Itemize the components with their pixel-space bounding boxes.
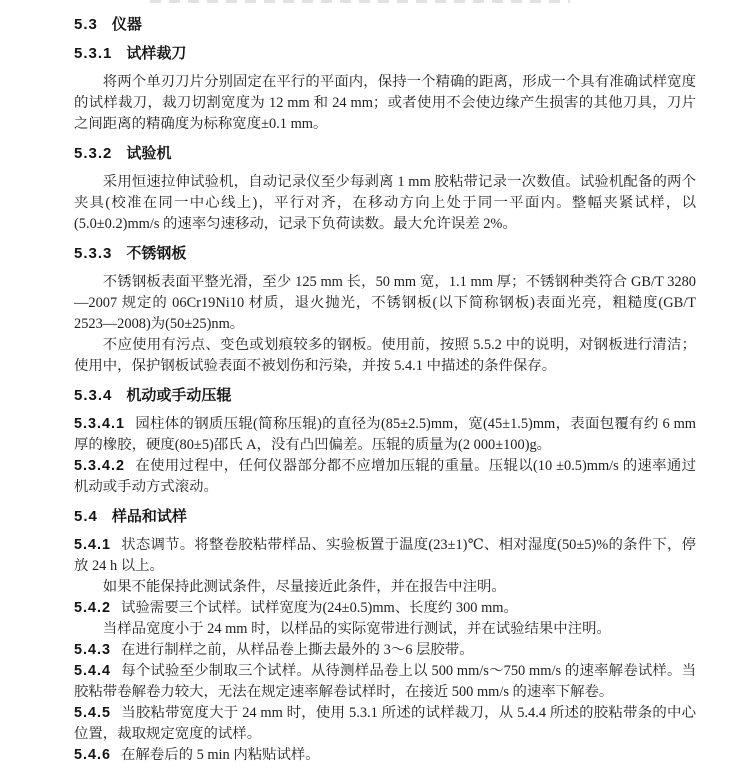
paragraph-width-note: 当样品宽度小于 24 mm 时，以样品的实际宽带进行测试，并在试验结果中注明。 — [102, 621, 611, 637]
paragraph-steel-plate-care: 不应使用有污点、变色或划痕较多的钢板。使用前，按照 5.5.2 中的说明，对钢板进行清洁；使用中，保护钢板试验表面不被划伤和污染，并按 5.4.1 中描述的条件保存。 — [74, 337, 696, 374]
section-title: 样品和试样 — [111, 508, 187, 525]
paragraph-testing-machine: 采用恒速拉伸试验机，自动记录仪至少每剥离 1 mm 胶粘带记录一次数值。试验机配备的两个夹具(校准在同一中心线上)，平行对齐，在移动方向上处于同一平面内。整幅夹紧试样，以(5.0±0.2)mm/s 的速率匀速移动，记录下负荷读数。最大允许误差 2%。 — [74, 174, 696, 232]
clause-5-4-1 — [74, 535, 696, 577]
heading-5-3 — [74, 14, 696, 35]
clause-number: 5.3.4.1 — [74, 416, 126, 432]
clause-text: 每个试验至少制取三个试样。从待测样品卷上以 500 mm/s～750 mm/s 的速率解卷试样。当胶粘带卷解卷力较大，无法在规定速率解卷试样时，在接近 500 mm/s 的速率下解卷。 — [74, 663, 696, 700]
heading-5-3-4 — [74, 385, 696, 406]
clause-5-4-3 — [74, 640, 696, 661]
clause-number: 5.4.6 — [74, 747, 112, 763]
clipped-previous-line-fragment — [150, 0, 570, 3]
clause-5-4-2 — [74, 598, 696, 619]
section-title: 试样裁刀 — [126, 45, 187, 62]
section-title: 机动或手动压辊 — [126, 387, 232, 404]
clause-5-4-5 — [74, 703, 696, 745]
heading-5-3-3 — [74, 243, 696, 264]
clause-number: 5.4.2 — [74, 600, 112, 616]
clause-number: 5.4.5 — [74, 705, 112, 721]
heading-5-4 — [74, 506, 696, 527]
clause-number: 5.3.4.2 — [74, 458, 126, 474]
section-number: 5.3 — [74, 16, 98, 33]
section-number: 5.4 — [74, 508, 98, 525]
section-number: 5.3.3 — [74, 245, 113, 262]
clause-text: 在进行制样之前，从样品卷上撕去最外的 3～6 层胶带。 — [121, 642, 474, 658]
section-title: 试验机 — [126, 145, 172, 162]
clause-number: 5.4.1 — [74, 537, 112, 553]
clause-5-3-4-2 — [74, 456, 696, 498]
clause-text: 园柱体的钢质压辊(简称压辊)的直径为(85±2.5)mm，宽(45±1.5)mm，表面包覆有约 6 mm 厚的橡胶，硬度(80±5)邵氏 A，没有凸凹偏差。压辊的质量为(2 000±100)g。 — [74, 416, 696, 453]
section-number: 5.3.1 — [74, 45, 113, 62]
section-title: 不锈钢板 — [126, 245, 187, 262]
heading-5-3-1 — [74, 43, 696, 64]
paragraph-condition-note: 如果不能保持此测试条件，尽量接近此条件，并在报告中注明。 — [102, 579, 506, 595]
clause-5-4-6 — [74, 745, 696, 766]
document-body — [74, 6, 696, 766]
clause-5-3-4-1 — [74, 414, 696, 456]
paragraph-steel-plate-spec: 不锈钢板表面平整光滑，至少 125 mm 长，50 mm 宽，1.1 mm 厚；不锈钢种类符合 GB/T 3280—2007 规定的 06Cr19Ni10 材质，退火抛光，不锈钢板(以下简称钢板)表面光亮，粗糙度(GB/T 2523—2008)为(50±25)nm。 — [74, 274, 696, 332]
clause-5-4-4 — [74, 661, 696, 703]
clause-text: 在解卷后的 5 min 内粘贴试样。 — [121, 747, 320, 763]
clause-number: 5.4.3 — [74, 642, 112, 658]
paragraph-sample-cutter: 将两个单刃刀片分别固定在平行的平面内，保持一个精确的距离，形成一个具有准确试样宽度的试样裁刀，裁刀切割宽度为 12 mm 和 24 mm；或者使用不会使边缘产生损害的其他刀具，刀片之间距离的精确度为标称宽度±0.1 mm。 — [74, 74, 696, 132]
section-number: 5.3.4 — [74, 387, 113, 404]
clause-text: 在使用过程中，任何仪器部分都不应增加压辊的重量。压辊以(10 ±0.5)mm/s 的速率通过机动或手动方式滚动。 — [74, 458, 696, 495]
clause-text: 状态调节。将整卷胶粘带样品、实验板置于温度(23±1)℃、相对湿度(50±5)%的条件下，停放 24 h 以上。 — [74, 537, 696, 574]
section-title: 仪器 — [111, 16, 142, 33]
clause-number: 5.4.4 — [74, 663, 112, 679]
clause-text: 试验需要三个试样。试样宽度为(24±0.5)mm、长度约 300 mm。 — [121, 600, 518, 616]
heading-5-3-2 — [74, 143, 696, 164]
clause-text: 当胶粘带宽度大于 24 mm 时，使用 5.3.1 所述的试样裁刀，从 5.4.4 所述的胶粘带条的中心位置，裁取规定宽度的试样。 — [74, 705, 696, 742]
section-number: 5.3.2 — [74, 145, 113, 162]
